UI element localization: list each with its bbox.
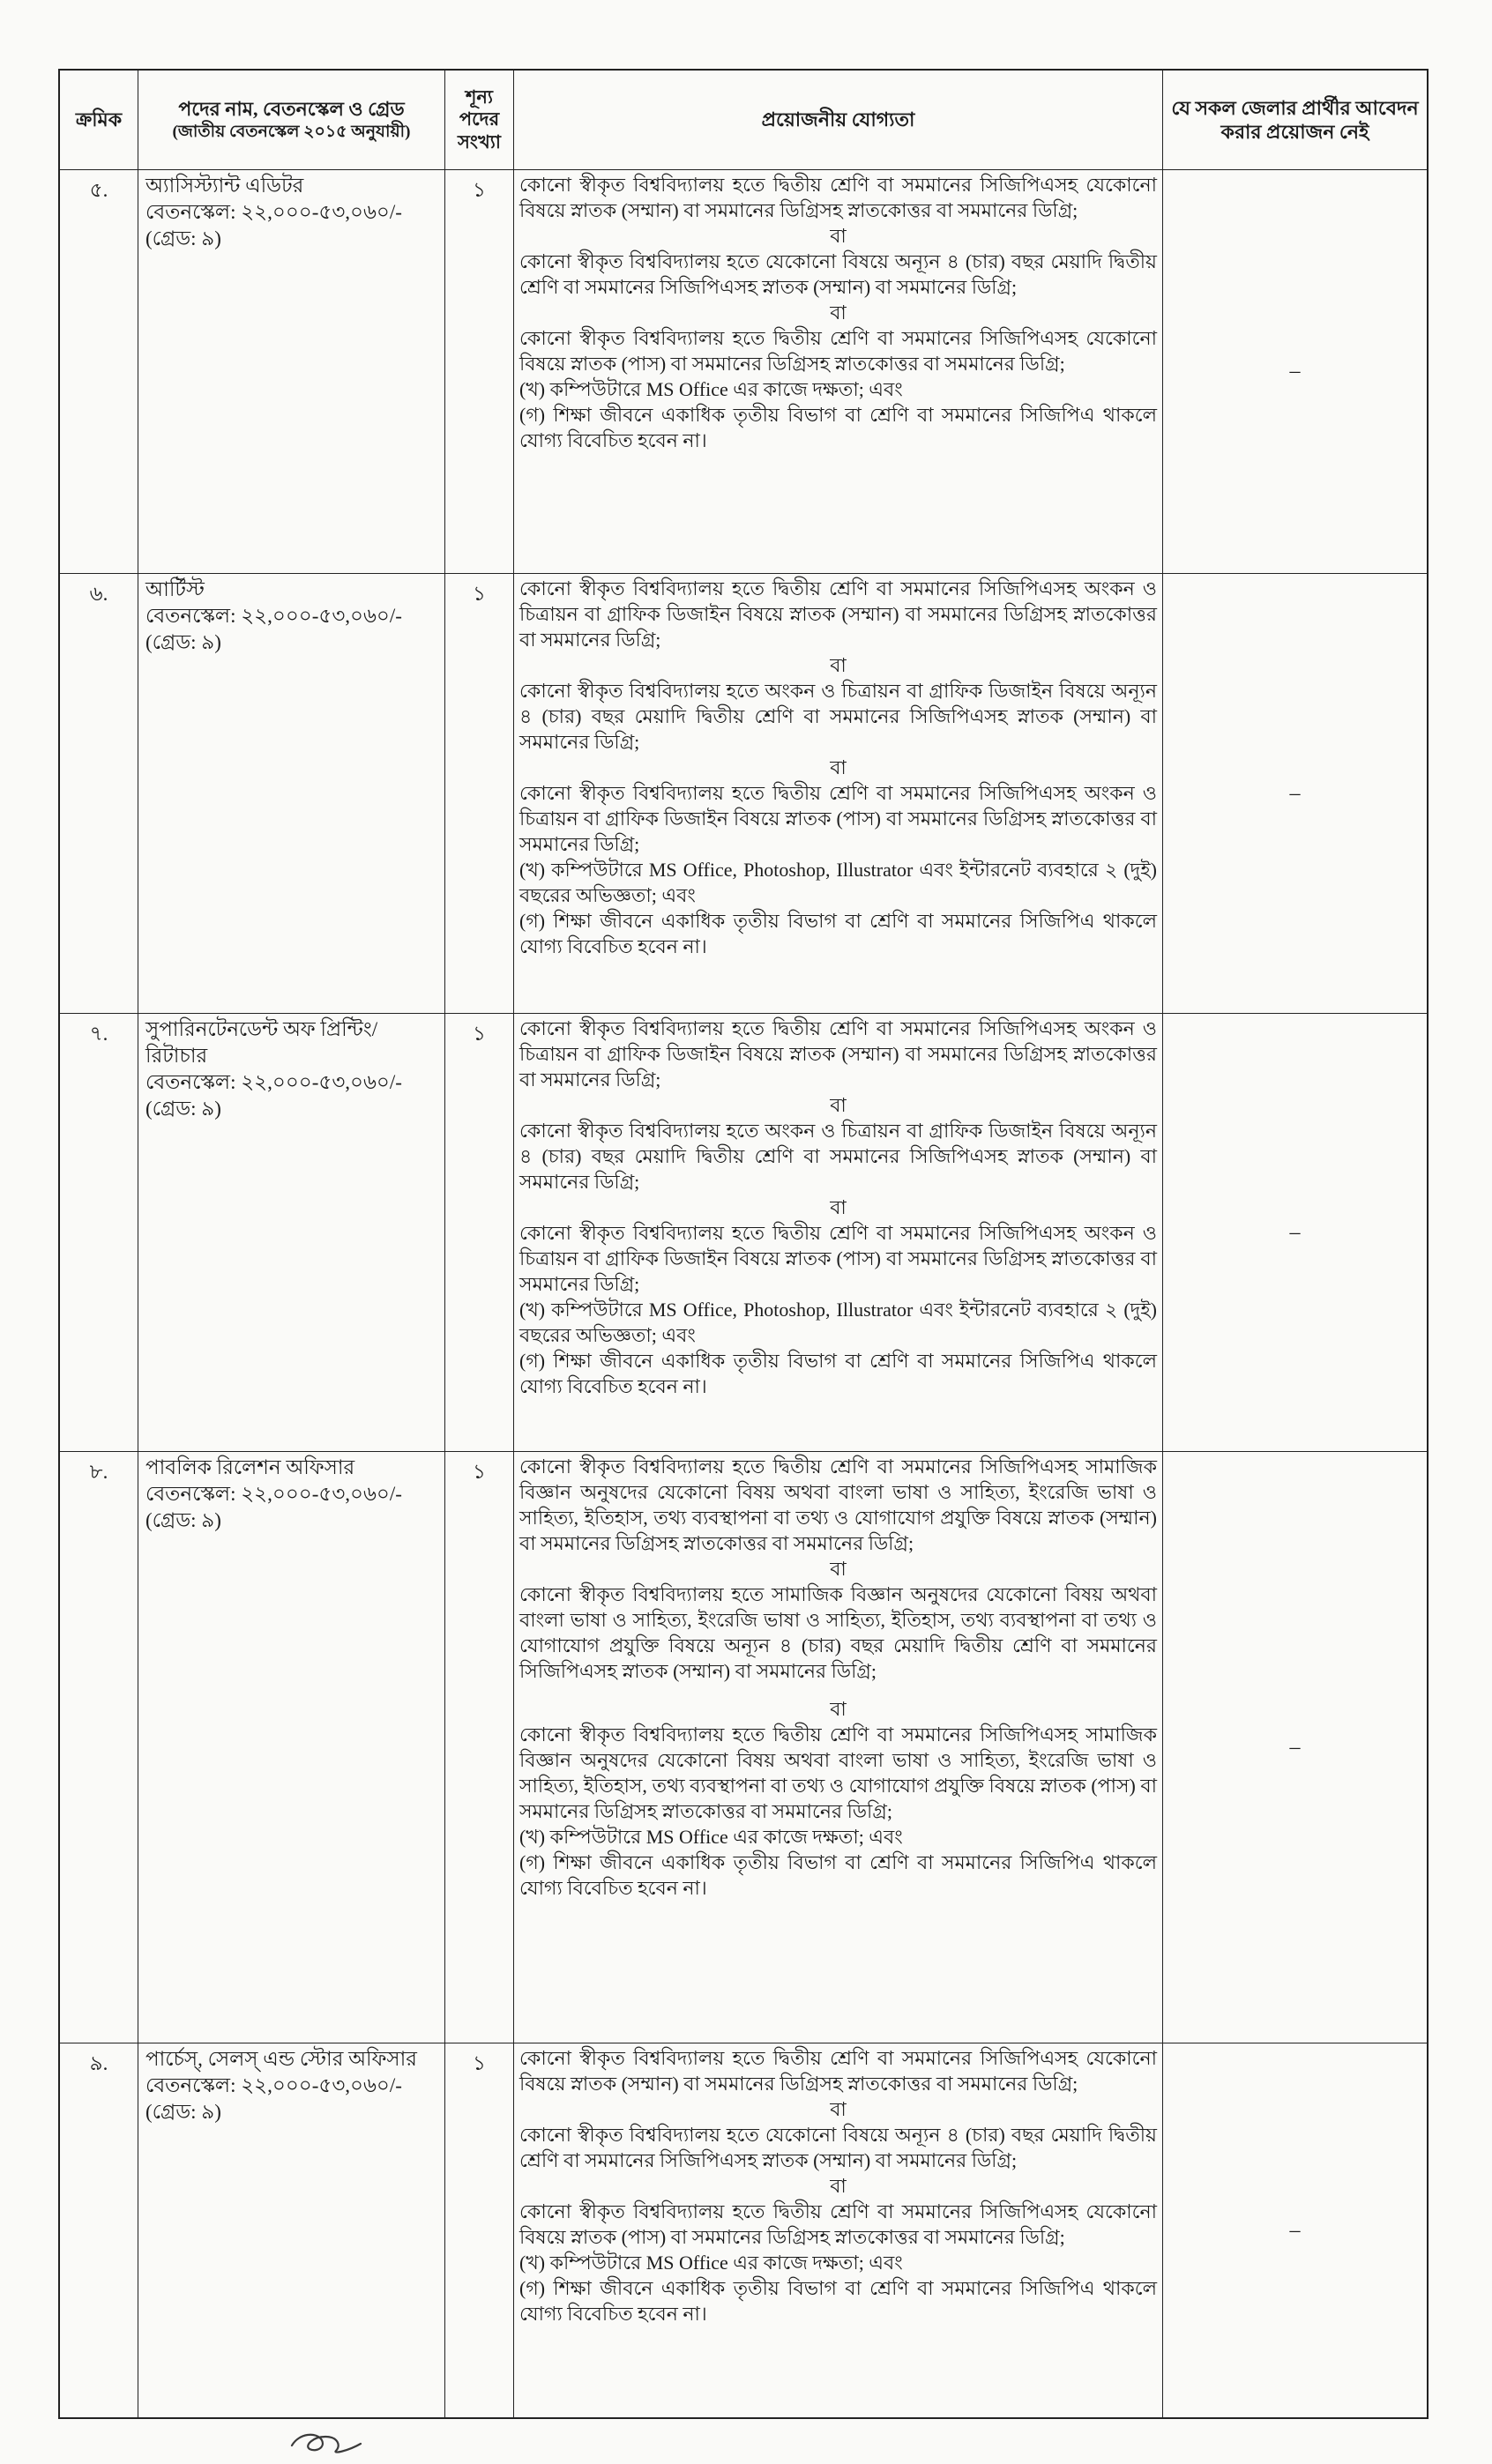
pay-scale: বেতনস্কেল: ২২,০০০-৫৩,০৬০/- xyxy=(145,2074,402,2096)
or-separator: বা xyxy=(830,1698,847,1720)
handwritten-initial-mark xyxy=(287,2424,366,2460)
or-separator: বা xyxy=(830,756,847,778)
qualification-option: কোনো স্বীকৃত বিশ্ববিদ্যালয় হতে অংকন ও চিত্রায়ন বা গ্রাফিক ডিজাইন বিষয়ে অন্যূন ৪ (চার) বছর মেয়াদি দ্বিতীয় শ্রেণি বা সমমানের সিজিপিএসহ স্নাতক (সম্মান) বা সমমানের ডিগ্রি; xyxy=(519,680,1157,753)
serial-number: ৯. xyxy=(89,2052,108,2074)
or-separator: বা xyxy=(830,225,847,247)
qualification-kha: (খ) কম্পিউটারে MS Office এর কাজে দক্ষতা; এবং xyxy=(519,378,903,400)
header-vacancies-label: শূন্য পদের সংখ্যা xyxy=(458,86,501,153)
post-cell xyxy=(138,574,445,1014)
qualification-option: কোনো স্বীকৃত বিশ্ববিদ্যালয় হতে সামাজিক বিজ্ঞান অনুষদের যেকোনো বিষয় অথবা বাংলা ভাষা ও সাহিত্য, ইংরেজি ভাষা ও সাহিত্য, ইতিহাস, তথ্য ব্যবস্থাপনা বা তথ্য ও যোগাযোগ প্রযুক্তি বিষয়ে অন্যূন ৪ (চার) বছর মেয়াদি দ্বিতীয় শ্রেণি বা সমমানের সিজিপিএসহ স্নাতক (সম্মান) বা সমমানের ডিগ্রি; xyxy=(519,1583,1157,1682)
qualification-option: কোনো স্বীকৃত বিশ্ববিদ্যালয় হতে দ্বিতীয় শ্রেণি বা সমমানের সিজিপিএসহ যেকোনো বিষয়ে স্নাতক (পাস) বা সমমানের ডিগ্রিসহ স্নাতকোত্তর বা সমমানের ডিগ্রি; xyxy=(519,327,1157,375)
excluded-districts-cell xyxy=(1163,1014,1427,1452)
vacancies-cell xyxy=(445,1014,514,1452)
post-cell xyxy=(138,1014,445,1452)
serial-cell xyxy=(60,2043,138,2417)
header-post-label: পদের নাম, বেতনস্কেল ও গ্রেড xyxy=(178,98,405,121)
qualification-option: কোনো স্বীকৃত বিশ্ববিদ্যালয় হতে দ্বিতীয় শ্রেণি বা সমমানের সিজিপিএসহ যেকোনো বিষয়ে স্নাতক (সম্মান) বা সমমানের ডিগ্রিসহ স্নাতকোত্তর বা সমমানের ডিগ্রি; xyxy=(519,2047,1157,2095)
qualifications-cell xyxy=(514,2043,1163,2417)
post-title: অ্যাসিস্ট্যান্ট এডিটর xyxy=(145,175,304,197)
header-qualifications xyxy=(514,71,1163,170)
vacancy-count: ১ xyxy=(473,2052,486,2074)
recruitment-table xyxy=(58,69,1429,2419)
grade: (গ্রেড: ৯) xyxy=(145,631,221,653)
vacancy-count: ১ xyxy=(473,1023,486,1045)
qualification-option: কোনো স্বীকৃত বিশ্ববিদ্যালয় হতে দ্বিতীয় শ্রেণি বা সমমানের সিজিপিএসহ অংকন ও চিত্রায়ন বা গ্রাফিক ডিজাইন বিষয়ে স্নাতক (সম্মান) বা সমমানের ডিগ্রিসহ স্নাতকোত্তর বা সমমানের ডিগ্রি; xyxy=(519,1017,1157,1091)
excluded-districts-value: – xyxy=(1289,360,1301,383)
qualification-ga: (গ) শিক্ষা জীবনে একাধিক তৃতীয় বিভাগ বা শ্রেণি বা সমমানের সিজিপিএ থাকলে যোগ্য বিবেচিত হবেন না। xyxy=(519,404,1157,451)
header-vacancies xyxy=(445,71,514,170)
grade: (গ্রেড: ৯) xyxy=(145,1098,221,1120)
qualification-ga: (গ) শিক্ষা জীবনে একাধিক তৃতীয় বিভাগ বা শ্রেণি বা সমমানের সিজিপিএ থাকলে যোগ্য বিবেচিত হবেন না। xyxy=(519,1851,1157,1899)
serial-cell xyxy=(60,170,138,574)
qualification-option: কোনো স্বীকৃত বিশ্ববিদ্যালয় হতে যেকোনো বিষয়ে অন্যূন ৪ (চার) বছর মেয়াদি দ্বিতীয় শ্রেণি বা সমমানের সিজিপিএসহ স্নাতক (সম্মান) বা সমমানের ডিগ্রি; xyxy=(519,250,1157,298)
pay-scale: বেতনস্কেল: ২২,০০০-৫৩,০৬০/- xyxy=(145,1071,402,1093)
post-title: পাবলিক রিলেশন অফিসার xyxy=(145,1456,355,1478)
excluded-districts-value: – xyxy=(1289,781,1301,805)
qualification-option: কোনো স্বীকৃত বিশ্ববিদ্যালয় হতে দ্বিতীয় শ্রেণি বা সমমানের সিজিপিএসহ অংকন ও চিত্রায়ন বা গ্রাফিক ডিজাইন বিষয়ে স্নাতক (পাস) বা সমমানের ডিগ্রিসহ স্নাতকোত্তর বা সমমানের ডিগ্রি; xyxy=(519,1222,1157,1295)
header-post-note: (জাতীয় বেতনস্কেল ২০১৫ অনুযায়ী) xyxy=(172,122,411,141)
header-serial xyxy=(60,71,138,170)
qualification-kha: (খ) কম্পিউটারে MS Office, Photoshop, Illustrator এবং ইন্টারনেট ব্যবহারে ২ (দুই) বছরের অভিজ্ঞতা; এবং xyxy=(519,1299,1157,1346)
vacancies-cell xyxy=(445,170,514,574)
header-serial-label: ক্রমিক xyxy=(75,108,123,131)
qualification-ga: (গ) শিক্ষা জীবনে একাধিক তৃতীয় বিভাগ বা শ্রেণি বা সমমানের সিজিপিএ থাকলে যোগ্য বিবেচিত হবেন না। xyxy=(519,1350,1157,1397)
excluded-districts-value: – xyxy=(1289,1735,1301,1759)
post-cell xyxy=(138,2043,445,2417)
qualification-option: কোনো স্বীকৃত বিশ্ববিদ্যালয় হতে দ্বিতীয় শ্রেণি বা সমমানের সিজিপিএসহ অংকন ও চিত্রায়ন বা গ্রাফিক ডিজাইন বিষয়ে স্নাতক (সম্মান) বা সমমানের ডিগ্রিসহ স্নাতকোত্তর বা সমমানের ডিগ্রি; xyxy=(519,577,1157,651)
vacancy-count: ১ xyxy=(473,583,486,605)
pay-scale: বেতনস্কেল: ২২,০০০-৫৩,০৬০/- xyxy=(145,201,402,223)
serial-cell xyxy=(60,574,138,1014)
or-separator: বা xyxy=(830,654,847,676)
serial-number: ৬. xyxy=(89,583,108,605)
qualification-option: কোনো স্বীকৃত বিশ্ববিদ্যালয় হতে দ্বিতীয় শ্রেণি বা সমমানের সিজিপিএসহ যেকোনো বিষয়ে স্নাতক (সম্মান) বা সমমানের ডিগ্রিসহ স্নাতকোত্তর বা সমমানের ডিগ্রি; xyxy=(519,174,1157,221)
qualification-kha: (খ) কম্পিউটারে MS Office এর কাজে দক্ষতা; এবং xyxy=(519,2252,903,2274)
excluded-districts-value: – xyxy=(1289,1220,1301,1244)
serial-number: ৭. xyxy=(89,1023,108,1045)
post-cell xyxy=(138,170,445,574)
qualification-option: কোনো স্বীকৃত বিশ্ববিদ্যালয় হতে অংকন ও চিত্রায়ন বা গ্রাফিক ডিজাইন বিষয়ে অন্যূন ৪ (চার) বছর মেয়াদি দ্বিতীয় শ্রেণি বা সমমানের সিজিপিএসহ স্নাতক (সম্মান) বা সমমানের ডিগ্রি; xyxy=(519,1120,1157,1193)
excluded-districts-value: – xyxy=(1289,2218,1301,2242)
or-separator: বা xyxy=(830,2175,847,2197)
grade: (গ্রেড: ৯) xyxy=(145,2101,221,2123)
or-separator: বা xyxy=(830,2098,847,2120)
serial-number: ৫. xyxy=(89,179,108,201)
qualification-kha: (খ) কম্পিউটারে MS Office, Photoshop, Illustrator এবং ইন্টারনেট ব্যবহারে ২ (দুই) বছরের অভিজ্ঞতা; এবং xyxy=(519,859,1157,906)
excluded-districts-cell xyxy=(1163,2043,1427,2417)
grade: (গ্রেড: ৯) xyxy=(145,227,221,249)
vacancies-cell xyxy=(445,1452,514,2043)
header-qualifications-label: প্রয়োজনীয় যোগ্যতা xyxy=(761,108,915,131)
excluded-districts-cell xyxy=(1163,170,1427,574)
or-separator: বা xyxy=(830,1558,847,1580)
pay-scale: বেতনস্কেল: ২২,০০০-৫৩,০৬০/- xyxy=(145,1483,402,1505)
qualification-option: কোনো স্বীকৃত বিশ্ববিদ্যালয় হতে দ্বিতীয় শ্রেণি বা সমমানের সিজিপিএসহ সামাজিক বিজ্ঞান অনুষদের যেকোনো বিষয় অথবা বাংলা ভাষা ও সাহিত্য, ইংরেজি ভাষা ও সাহিত্য, ইতিহাস, তথ্য ব্যবস্থাপনা বা তথ্য ও যোগাযোগ প্রযুক্তি বিষয়ে স্নাতক (সম্মান) বা সমমানের ডিগ্রিসহ স্নাতকোত্তর বা সমমানের ডিগ্রি; xyxy=(519,1455,1157,1554)
or-separator: বা xyxy=(830,1094,847,1116)
qualification-option: কোনো স্বীকৃত বিশ্ববিদ্যালয় হতে দ্বিতীয় শ্রেণি বা সমমানের সিজিপিএসহ অংকন ও চিত্রায়ন বা গ্রাফিক ডিজাইন বিষয়ে স্নাতক (পাস) বা সমমানের ডিগ্রিসহ স্নাতকোত্তর বা সমমানের ডিগ্রি; xyxy=(519,782,1157,855)
vacancy-count: ১ xyxy=(473,1461,486,1483)
serial-cell xyxy=(60,1452,138,2043)
qualification-ga: (গ) শিক্ষা জীবনে একাধিক তৃতীয় বিভাগ বা শ্রেণি বা সমমানের সিজিপিএ থাকলে যোগ্য বিবেচিত হবেন না। xyxy=(519,910,1157,957)
header-excluded-districts-label: যে সকল জেলার প্রার্থীর আবেদন করার প্রয়োজন নেই xyxy=(1171,96,1419,143)
vacancies-cell xyxy=(445,574,514,1014)
post-cell xyxy=(138,1452,445,2043)
qualifications-cell xyxy=(514,574,1163,1014)
qualifications-cell xyxy=(514,1014,1163,1452)
or-separator: বা xyxy=(830,1196,847,1218)
vacancies-cell xyxy=(445,2043,514,2417)
grade: (গ্রেড: ৯) xyxy=(145,1509,221,1531)
header-excluded-districts xyxy=(1163,71,1427,170)
header-post xyxy=(138,71,445,170)
serial-cell xyxy=(60,1014,138,1452)
qualifications-cell xyxy=(514,170,1163,574)
post-title: আর্টিস্ট xyxy=(145,578,205,600)
qualification-kha: (খ) কম্পিউটারে MS Office এর কাজে দক্ষতা; এবং xyxy=(519,1826,903,1848)
excluded-districts-cell xyxy=(1163,574,1427,1014)
excluded-districts-cell xyxy=(1163,1452,1427,2043)
vacancy-count: ১ xyxy=(473,179,486,201)
post-title: সুপারিনটেনডেন্ট অফ প্রিন্টিং/ রিটাচার xyxy=(145,1018,378,1067)
qualification-ga: (গ) শিক্ষা জীবনে একাধিক তৃতীয় বিভাগ বা শ্রেণি বা সমমানের সিজিপিএ থাকলে যোগ্য বিবেচিত হবেন না। xyxy=(519,2277,1157,2325)
qualification-option: কোনো স্বীকৃত বিশ্ববিদ্যালয় হতে দ্বিতীয় শ্রেণি বা সমমানের সিজিপিএসহ যেকোনো বিষয়ে স্নাতক (পাস) বা সমমানের ডিগ্রিসহ স্নাতকোত্তর বা সমমানের ডিগ্রি; xyxy=(519,2200,1157,2248)
qualification-option: কোনো স্বীকৃত বিশ্ববিদ্যালয় হতে যেকোনো বিষয়ে অন্যূন ৪ (চার) বছর মেয়াদি দ্বিতীয় শ্রেণি বা সমমানের সিজিপিএসহ স্নাতক (সম্মান) বা সমমানের ডিগ্রি; xyxy=(519,2124,1157,2171)
pay-scale: বেতনস্কেল: ২২,০০০-৫৩,০৬০/- xyxy=(145,605,402,627)
serial-number: ৮. xyxy=(89,1461,108,1483)
post-title: পার্চেস্, সেলস্ এন্ড স্টোর অফিসার xyxy=(145,2048,417,2070)
qualifications-cell xyxy=(514,1452,1163,2043)
or-separator: বা xyxy=(830,301,847,324)
qualification-option: কোনো স্বীকৃত বিশ্ববিদ্যালয় হতে দ্বিতীয় শ্রেণি বা সমমানের সিজিপিএসহ সামাজিক বিজ্ঞান অনুষদের যেকোনো বিষয় অথবা বাংলা ভাষা ও সাহিত্য, ইংরেজি ভাষা ও সাহিত্য, ইতিহাস, তথ্য ব্যবস্থাপনা বা তথ্য ও যোগাযোগ প্রযুক্তি বিষয়ে স্নাতক (পাস) বা সমমানের ডিগ্রিসহ স্নাতকোত্তর বা সমমানের ডিগ্রি; xyxy=(519,1723,1157,1822)
